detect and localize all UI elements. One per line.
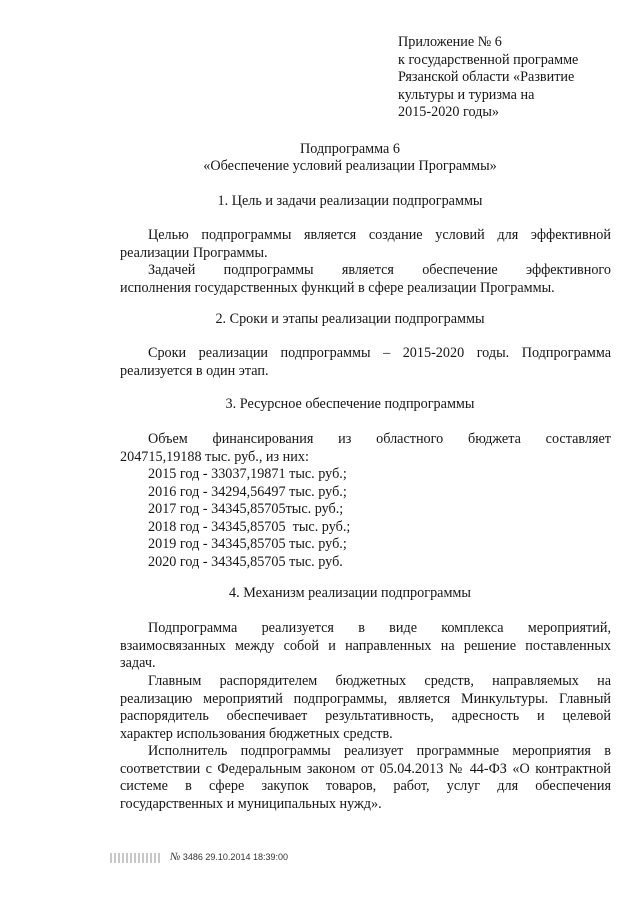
text-line: реализации Программы. [120,244,268,261]
paragraph [120,262,611,297]
text-line: распорядитель обеспечивает результативность, адресность и целевой [120,708,611,725]
text-line: задач. [120,655,156,672]
registration-stamp [110,851,288,863]
appendix-line: Приложение № 6 [398,34,502,50]
text-line: реализацию мероприятий подпрограммы, является Минкультуры. Главный [120,690,611,707]
paragraph [120,620,611,673]
appendix-block [398,34,612,122]
appendix-line: 2015-2020 годы» [398,104,500,121]
appendix-line: Рязанской области «Развитие [398,69,575,86]
text-line: взаимосвязанных между собой и направленных на решение поставленных [120,637,611,654]
funding-year-item: 2018 год - 34345,85705 тыс. руб.; [148,518,351,535]
funding-year-item: 2015 год - 33037,19871 тыс. руб.; [148,466,347,482]
paragraph [120,227,611,262]
appendix-line: культуры и туризма на [398,86,535,103]
funding-year-item: 2016 год - 34294,56497 тыс. руб.; [148,483,347,500]
paragraph [120,431,611,466]
text-line: Подпрограмма реализуется в виде комплекса мероприятий, [148,620,611,636]
appendix-line: к государственной программе [398,51,579,68]
section-heading-3: 3. Ресурсное обеспечение подпрограммы [225,396,475,412]
text-line: характер использования бюджетных средств. [120,725,393,742]
section-heading-4: 4. Механизм реализации подпрограммы [229,585,471,601]
text-line: Задачей подпрограммы является обеспечение эффективного [148,262,611,278]
section-heading-2: 2. Сроки и этапы реализации подпрограммы [215,311,485,327]
text-line: Главным распорядителем бюджетных средств, направляемых на [148,673,611,689]
section-heading-1: 1. Цель и задачи реализации подпрограммы [217,193,483,209]
paragraph [120,673,611,743]
text-line: соответствии с Федеральным законом от 05.04.2013 № 44-ФЗ «О контрактной [120,760,611,777]
subprogram-subtitle: «Обеспечение условий реализации Программы» [203,158,497,174]
doc-number-mark: № [170,851,181,863]
funding-by-year-list [148,466,350,572]
funding-year-item: 2019 год - 34345,85705 тыс. руб.; [148,536,347,553]
funding-year-item: 2020 год - 34345,85705 тыс. руб. [148,553,343,570]
text-line: Исполнитель подпрограммы реализует программные мероприятия в [148,743,611,759]
stamp-mark-icon [110,853,162,863]
funding-year-item: 2017 год - 34345,85705тыс. руб.; [148,501,344,518]
text-line: государственных и муниципальных нужд». [120,795,382,812]
text-line: исполнения государственных функций в сфере реализации Программы. [120,279,555,296]
text-line: системе в сфере закупок товаров, работ, услуг для обеспечения [120,778,611,795]
stamp-text: 3486 29.10.2014 18:39:00 [182,852,288,862]
paragraph [120,345,611,380]
text-line: реализуется в один этап. [120,362,269,379]
paragraph [120,743,611,813]
text-line: 204715,19188 тыс. руб., из них: [120,448,309,465]
text-line: Сроки реализации подпрограммы – 2015-2020 годы. Подпрограмма [148,345,611,361]
text-line: Целью подпрограммы является создание условий для эффективной [148,227,611,243]
subprogram-title: Подпрограмма 6 [300,141,400,157]
text-line: Объем финансирования из областного бюджета составляет [148,431,611,447]
